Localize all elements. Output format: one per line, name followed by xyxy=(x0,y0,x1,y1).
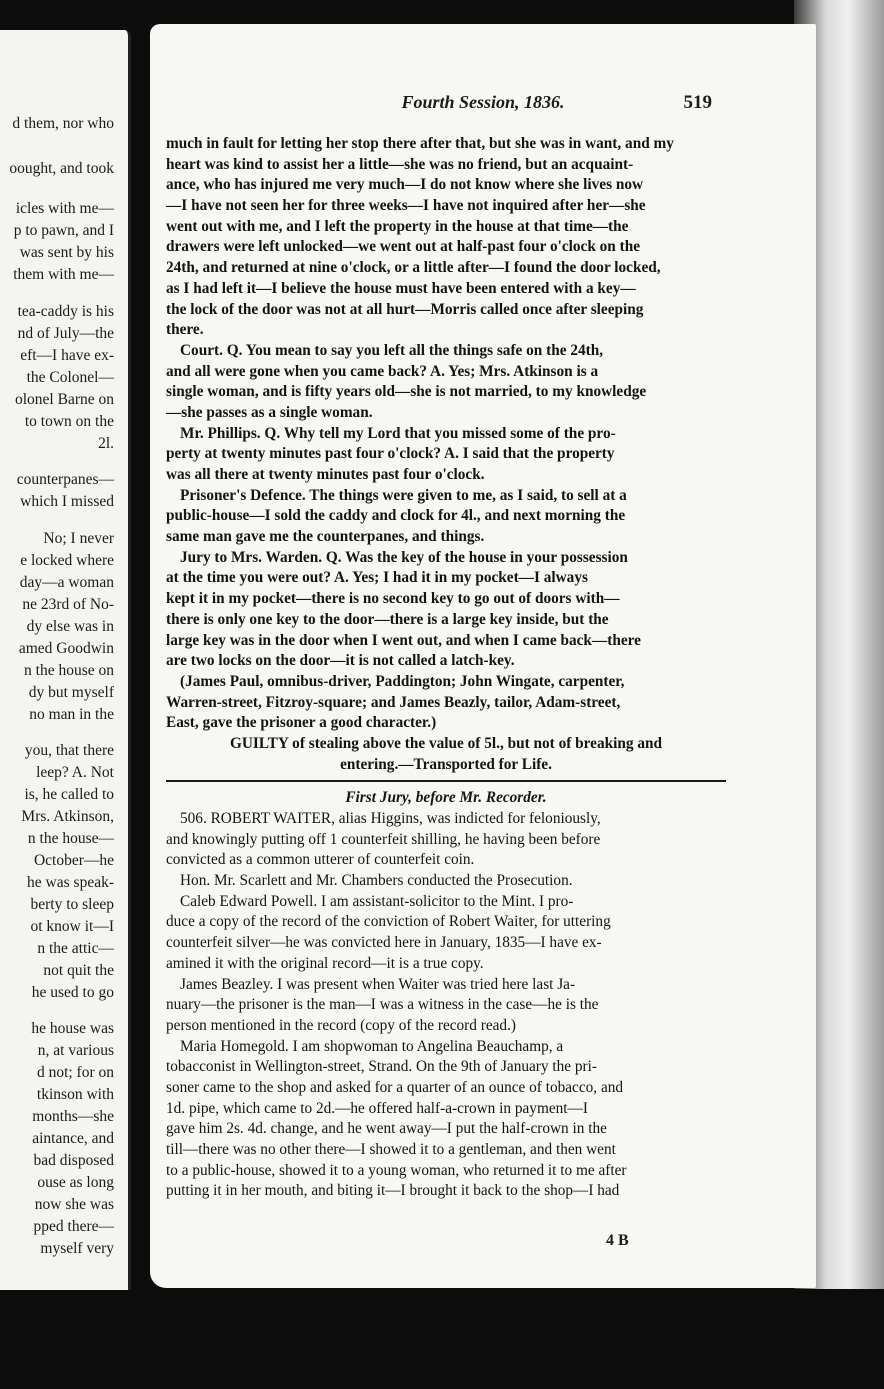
left-page-line: amed Goodwin xyxy=(18,640,114,657)
phillips-line: perty at twenty minutes past four o'clock? A. I said that the property xyxy=(166,445,615,463)
case506-line: convicted as a common utterer of counterfeit coin. xyxy=(166,851,475,869)
left-page-line: n, at various xyxy=(37,1042,114,1059)
left-page-line: tea-caddy is his xyxy=(17,303,114,320)
jury-line: at the time you were out? A. Yes; I had it in my pocket—I always xyxy=(166,569,588,587)
para1-line: —I have not seen her for three weeks—I have not inquired after her—she xyxy=(166,197,646,215)
page-number: 519 xyxy=(683,92,712,113)
left-page-line: to town on the xyxy=(24,413,114,430)
paragraph-case-506 xyxy=(166,809,726,871)
left-page-line: pped there— xyxy=(33,1218,114,1235)
powell-line: counterfeit silver—he was convicted here in January, 1835—I have ex- xyxy=(166,934,602,952)
court-line: Court. Q. You mean to say you left all the things safe on the 24th, xyxy=(180,341,604,359)
paragraph-phillips-question xyxy=(166,424,726,486)
left-page-line: n the attic— xyxy=(37,940,114,957)
phillips-line: Mr. Phillips. Q. Why tell my Lord that you missed some of the pro- xyxy=(180,424,616,442)
left-page-line: not quit the xyxy=(43,962,114,979)
left-page-line: October—he xyxy=(33,852,114,869)
phillips-line: was all there at twenty minutes past four o'clock. xyxy=(166,466,485,483)
left-page-line: aintance, and xyxy=(32,1130,114,1147)
court-line: single woman, and is fifty years old—she is not married, to my knowledge xyxy=(166,383,647,401)
left-page-line: d them, nor who xyxy=(12,115,114,132)
para1-line: heart was kind to assist her a little—she was no friend, but an acquaint- xyxy=(166,155,634,173)
para1-line: 24th, and returned at nine o'clock, or a little after—I found the door locked, xyxy=(166,259,661,277)
left-page-line: p to pawn, and I xyxy=(13,222,114,239)
running-head: Fourth Session, 1836. xyxy=(401,92,565,112)
beazley-line: person mentioned in the record (copy of the record read.) xyxy=(166,1016,516,1034)
paragraph-prisoner-defence xyxy=(166,486,726,548)
left-page-line: nd of July—the xyxy=(17,325,114,342)
jury-line: kept it in my pocket—there is no second key to go out of doors with— xyxy=(166,590,620,608)
left-page-line: he used to go xyxy=(31,984,114,1001)
left-page-line: them with me— xyxy=(13,266,114,283)
defence-line: same man gave me the counterpanes, and things. xyxy=(166,528,485,546)
left-page-line: 2l. xyxy=(98,435,114,452)
case506-line: and knowingly putting off 1 counterfeit shilling, he having been before xyxy=(166,830,601,848)
left-page-line: he house was xyxy=(31,1020,114,1037)
homegold-line: soner came to the shop and asked for a quarter of an ounce of tobacco, and xyxy=(166,1078,624,1096)
left-page-line: ne 23rd of No- xyxy=(22,596,114,613)
homegold-line: gave him 2s. 4d. change, and he went away—I put the half-crown in the xyxy=(166,1120,607,1138)
beazley-line: nuary—the prisoner is the man—I was a witness in the case—he is the xyxy=(166,996,599,1014)
left-page-line: bad disposed xyxy=(33,1152,114,1169)
paragraph-testimony-continued xyxy=(166,134,726,341)
powell-line: duce a copy of the record of the conviction of Robert Waiter, for uttering xyxy=(166,913,611,931)
left-page-line: dy else was in xyxy=(26,618,114,635)
left-page-line: e locked where xyxy=(20,552,114,569)
jury-line: are two locks on the door—it is not called a latch-key. xyxy=(166,652,515,670)
scan-background xyxy=(0,1289,884,1389)
left-page-line: months—she xyxy=(32,1108,114,1125)
paragraph-character-witnesses xyxy=(166,672,726,734)
left-page-line: eft—I have ex- xyxy=(20,347,114,364)
left-page-line: oought, and took xyxy=(9,160,114,177)
jury-line: there is only one key to the door—there is a large key inside, but the xyxy=(166,610,609,628)
section-divider xyxy=(166,780,726,782)
character-line: (James Paul, omnibus-driver, Paddington; John Wingate, carpenter, xyxy=(180,672,625,690)
left-page-line: the Colonel— xyxy=(26,369,114,386)
left-page-line: olonel Barne on xyxy=(14,391,114,408)
left-page-line: which I missed xyxy=(20,493,114,510)
paragraph-verdict xyxy=(166,734,726,775)
left-page-line: icles with me— xyxy=(15,200,114,217)
para1-line: drawers were left unlocked—we went out at half-past four o'clock on the xyxy=(166,238,641,256)
court-line: —she passes as a single woman. xyxy=(166,403,373,421)
left-page-line: myself very xyxy=(40,1240,114,1257)
paragraph-jury-question xyxy=(166,548,726,672)
left-page-line: counterpanes— xyxy=(16,471,114,488)
page-header xyxy=(160,92,806,114)
left-page-line: no man in the xyxy=(29,706,114,723)
homegold-line: to a public-house, showed it to a young woman, who returned it to me after xyxy=(166,1161,627,1179)
left-page-line: day—a woman xyxy=(19,574,114,591)
homegold-line: putting it in her mouth, and biting it—I brought it back to the shop—I had xyxy=(166,1182,620,1200)
left-page-line: is, he called to xyxy=(24,786,114,803)
paragraph-court-question xyxy=(166,341,726,424)
signature-mark: 4 B xyxy=(606,1232,629,1249)
verdict-line: GUILTY of stealing above the value of 5l., but not of breaking and xyxy=(229,734,663,752)
para1-line: ance, who has injured me very much—I do not know where she lives now xyxy=(166,176,644,194)
beazley-line: James Beazley. I was present when Waiter was tried here last Ja- xyxy=(180,975,576,993)
left-page-line: dy but myself xyxy=(28,684,114,701)
left-page-line: was sent by his xyxy=(19,244,114,261)
page-body xyxy=(166,134,726,1202)
paragraph-beazley-testimony xyxy=(166,975,726,1037)
left-page-line: No; I never xyxy=(43,530,114,547)
para1-line: much in fault for letting her stop there after that, but she was in want, and my xyxy=(166,135,674,152)
left-page-line: you, that there xyxy=(24,742,114,759)
book-page xyxy=(150,24,816,1288)
left-page-line: d not; for on xyxy=(36,1064,114,1081)
defence-line: public-house—I sold the caddy and clock for 4l., and next morning the xyxy=(166,507,626,525)
left-page-line: Mrs. Atkinson, xyxy=(21,808,114,825)
left-page-line: now she was xyxy=(34,1196,114,1213)
para1-line: went out with me, and I left the property in the house at that time—the xyxy=(166,217,629,235)
homegold-line: Maria Homegold. I am shopwoman to Angelina Beauchamp, a xyxy=(180,1037,564,1055)
left-page-line: n the house— xyxy=(27,830,114,847)
jury-line: large key was in the door when I went out, and when I came back—there xyxy=(166,631,641,649)
paragraph-homegold-testimony xyxy=(166,1037,726,1203)
section-heading: First Jury, before Mr. Recorder. xyxy=(345,789,547,807)
para1-line: the lock of the door was not at all hurt—Morris called once after sleeping xyxy=(166,300,644,318)
court-line: and all were gone when you came back? A. Yes; Mrs. Atkinson is a xyxy=(166,362,599,380)
para1-line: as I had left it—I believe the house must have been entered with a key— xyxy=(166,279,636,297)
powell-line: Caleb Edward Powell. I am assistant-solicitor to the Mint. I pro- xyxy=(180,892,574,910)
left-page-fragment xyxy=(0,30,131,1290)
homegold-line: till—there was no other there—I showed it to a gentleman, and then went xyxy=(166,1141,616,1158)
left-page-line: berty to sleep xyxy=(30,896,114,913)
left-page-line: he was speak- xyxy=(27,874,114,891)
left-page-line: ot know it—I xyxy=(30,918,114,935)
para1-line: there. xyxy=(166,321,204,339)
homegold-line: 1d. pipe, which came to 2d.—he offered half-a-crown in payment—I xyxy=(166,1099,588,1117)
jury-line: Jury to Mrs. Warden. Q. Was the key of the house in your possession xyxy=(180,548,628,566)
character-line: Warren-street, Fitzroy-square; and James Beazly, tailor, Adam-street, xyxy=(166,693,621,711)
left-page-line: n the house on xyxy=(24,662,114,679)
defence-line: Prisoner's Defence. The things were given to me, as I said, to sell at a xyxy=(180,486,627,504)
character-line: East, gave the prisoner a good character.) xyxy=(166,714,437,732)
verdict-line: entering.—Transported for Life. xyxy=(340,755,552,773)
left-page-line: tkinson with xyxy=(36,1086,114,1103)
paragraph-prosecution-note: Hon. Mr. Scarlett and Mr. Chambers conducted the Prosecution. xyxy=(180,872,573,890)
left-page-line: leep? A. Not xyxy=(36,764,114,781)
powell-line: amined it with the original record—it is a true copy. xyxy=(166,954,484,972)
paragraph-powell-testimony xyxy=(166,892,726,975)
homegold-line: tobacconist in Wellington-street, Strand. On the 9th of January the pri- xyxy=(166,1058,597,1076)
left-page-line: ouse as long xyxy=(37,1174,114,1191)
case506-line: 506. ROBERT WAITER, alias Higgins, was indicted for feloniously, xyxy=(180,810,601,827)
